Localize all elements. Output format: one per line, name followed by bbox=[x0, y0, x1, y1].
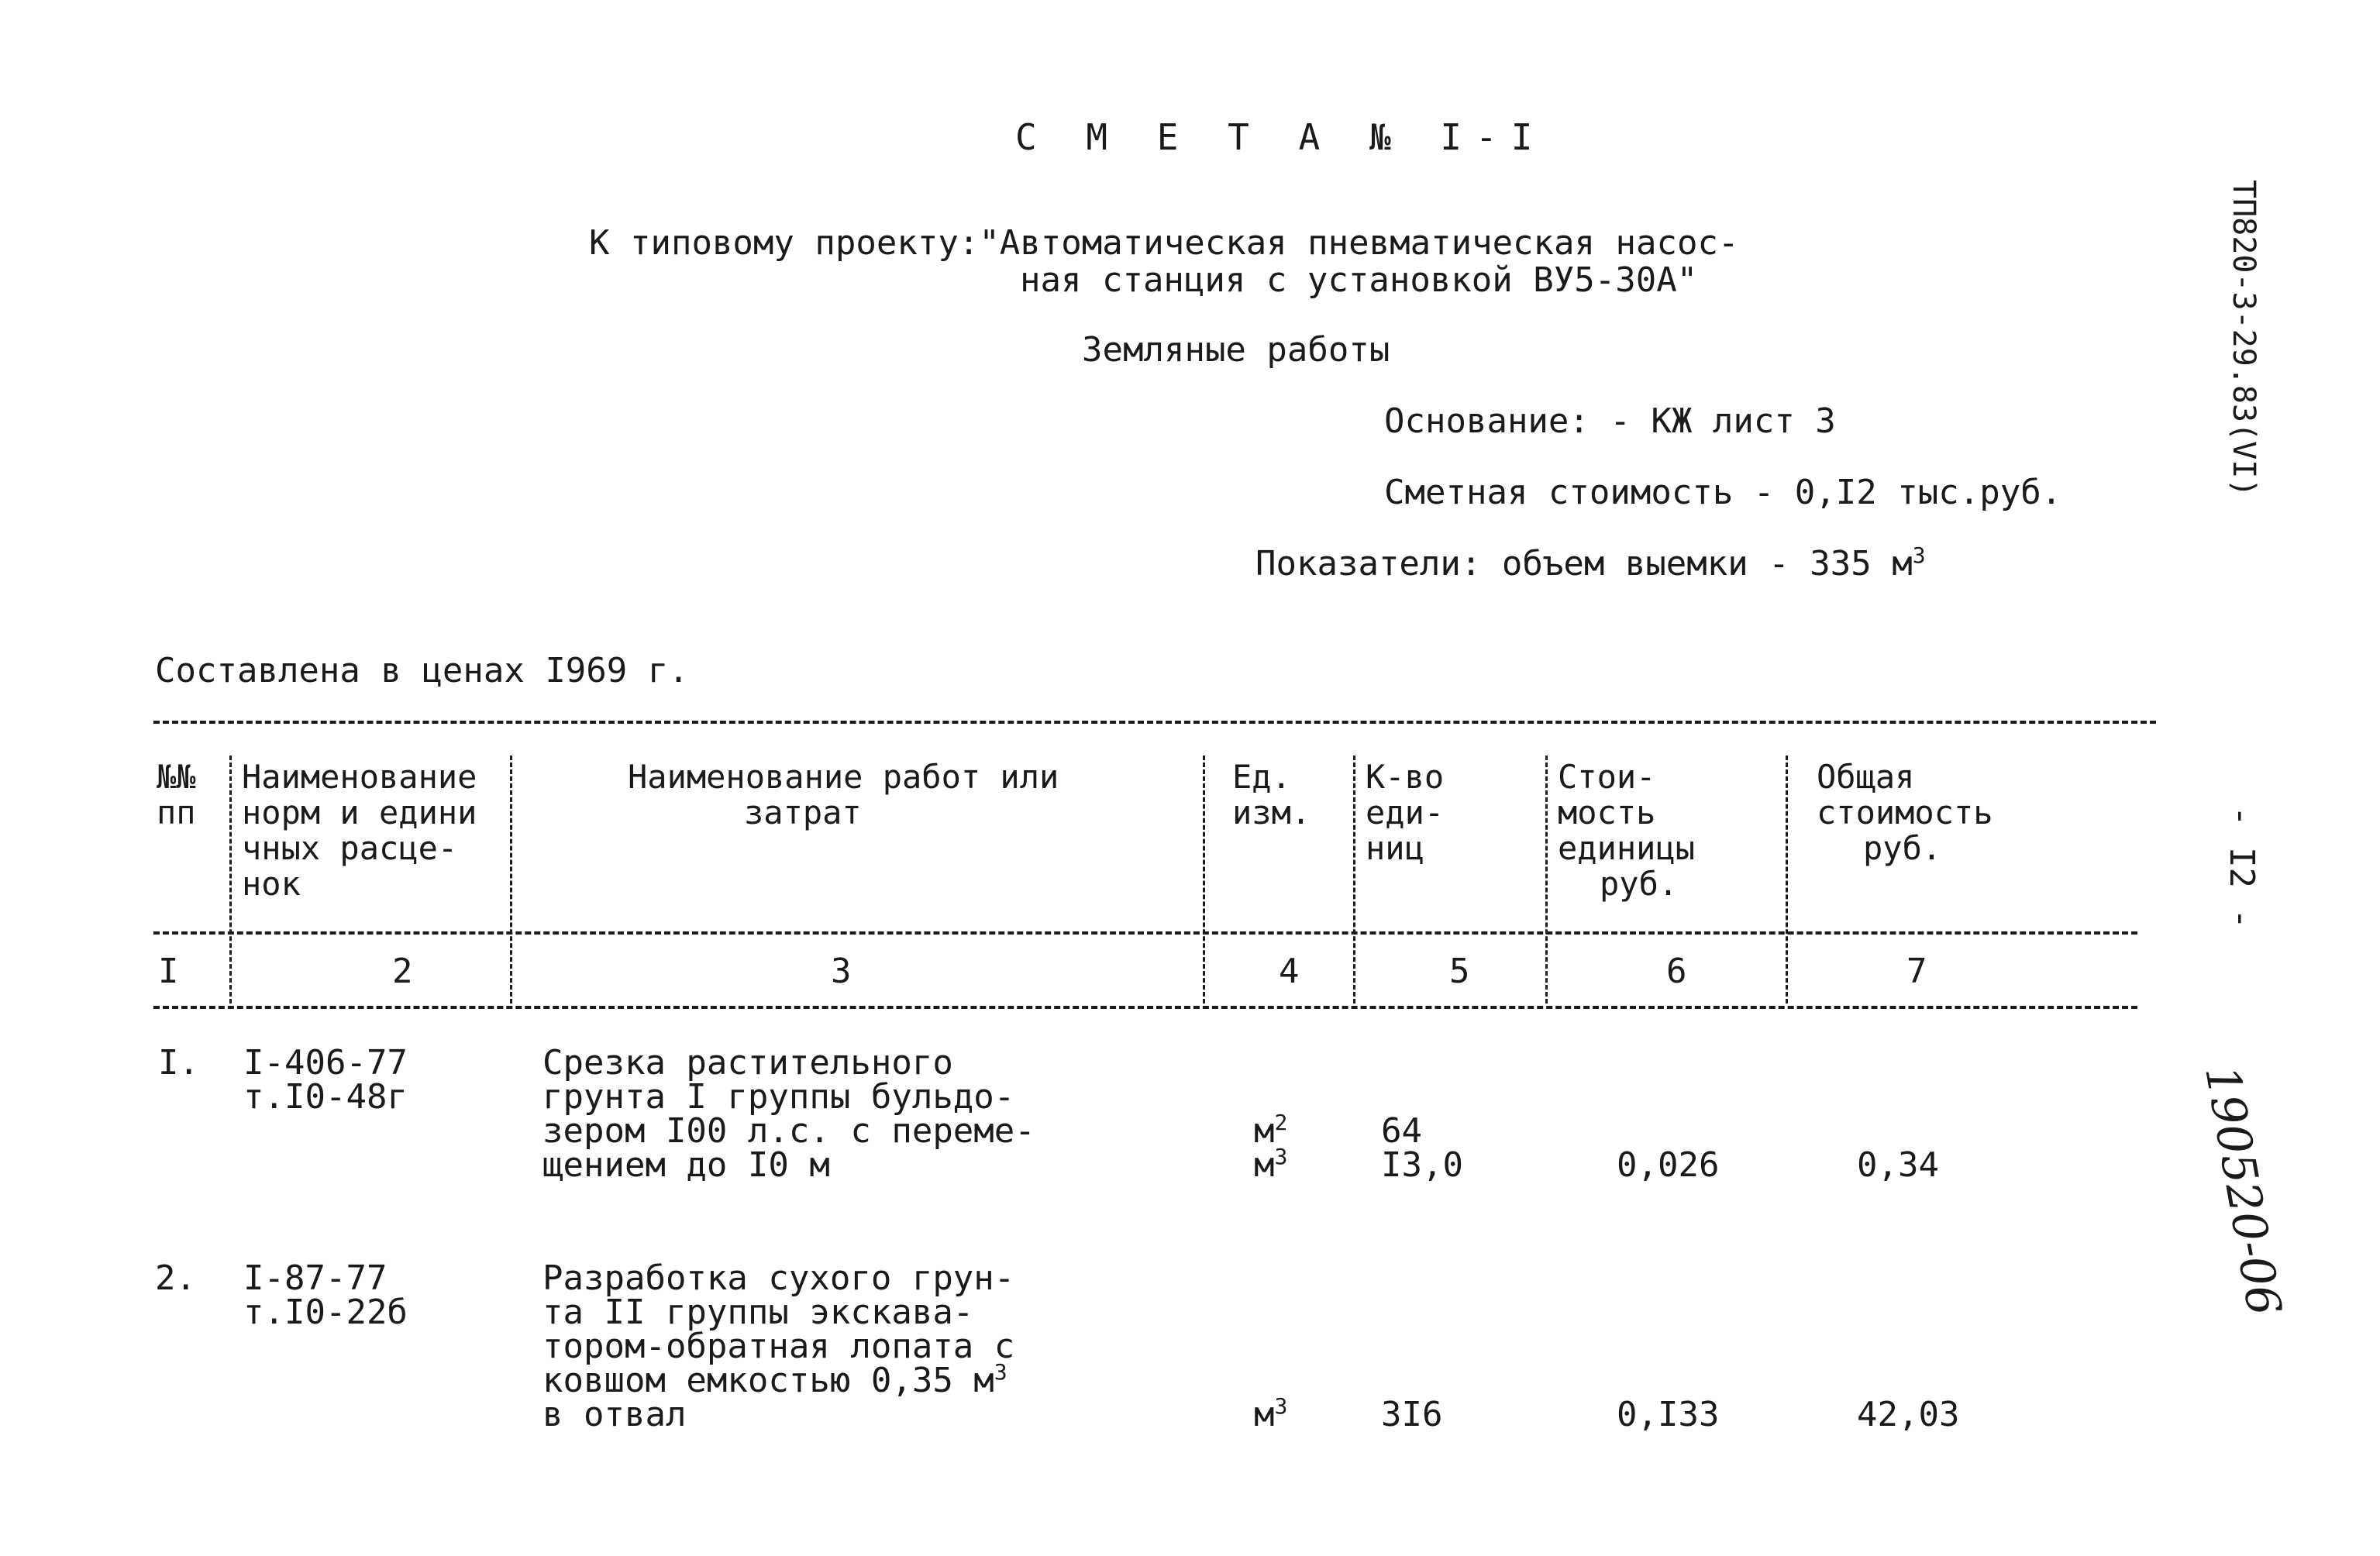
row-1-units bbox=[1254, 1110, 1288, 1185]
header-col-2 bbox=[242, 759, 477, 902]
header-col-6-line: Стои- bbox=[1558, 758, 1656, 796]
row-1-work bbox=[542, 1043, 1035, 1185]
row-1-unit-2-sup: 3 bbox=[1274, 1144, 1288, 1169]
row-2-unit-1-base: м bbox=[1254, 1395, 1275, 1434]
header-col-2-line: Наименование bbox=[242, 758, 477, 796]
page-number-vertical: - I2 - bbox=[2222, 806, 2261, 929]
row-1-work-line: Срезка растительного bbox=[542, 1043, 953, 1083]
header-col-1-line: пп bbox=[157, 793, 196, 831]
row-2-work-text: ковшом емкостью 0,35 м bbox=[542, 1361, 994, 1400]
row-1-unit-2-base: м bbox=[1254, 1145, 1275, 1185]
header-col-7 bbox=[1817, 759, 1993, 866]
row-2-unit-1 bbox=[1254, 1393, 1288, 1434]
header-col-1 bbox=[157, 759, 196, 831]
table-colnum-line bbox=[153, 1006, 2137, 1009]
row-2-qty: 3I6 bbox=[1381, 1395, 1443, 1434]
header-col-2-line: норм и едини bbox=[242, 793, 477, 831]
col-divider-4 bbox=[1353, 756, 1355, 1003]
row-2-work-sup: 3 bbox=[994, 1359, 1007, 1385]
row-2-work-line: та II группы экскава- bbox=[542, 1293, 974, 1332]
header-col-6 bbox=[1558, 759, 1695, 902]
row-1-work-line: зером I00 л.с. с переме- bbox=[542, 1111, 1035, 1151]
row-1-qty-line: 64 bbox=[1381, 1111, 1422, 1151]
prices-year-line: Составлена в ценах I969 г. bbox=[155, 651, 689, 690]
header-col-7-line: стоимость bbox=[1817, 793, 1993, 831]
colnum-2: 2 bbox=[392, 952, 413, 991]
row-1-work-line: грунта I группы бульдо- bbox=[542, 1077, 1015, 1117]
handwritten-number: 190520-06 bbox=[2194, 1062, 2292, 1320]
row-1-unit-cost: 0,026 bbox=[1617, 1145, 1720, 1185]
row-1-qty bbox=[1381, 1111, 1463, 1185]
header-col-6-line: руб. bbox=[1600, 865, 1679, 903]
col-divider-2 bbox=[510, 756, 512, 1003]
header-col-3 bbox=[628, 759, 1059, 831]
table-header-line bbox=[153, 931, 2137, 935]
colnum-4: 4 bbox=[1279, 952, 1300, 991]
row-1-work-line: щением до I0 м bbox=[542, 1145, 830, 1185]
basis-line: Основание: - КЖ лист 3 bbox=[1384, 401, 1836, 441]
row-1-norm bbox=[243, 1043, 408, 1117]
colnum-7: 7 bbox=[1906, 952, 1927, 991]
row-1-total: 0,34 bbox=[1857, 1145, 1939, 1185]
indicators-superscript: 3 bbox=[1912, 542, 1926, 568]
row-2-norm-line: т.I0-22б bbox=[243, 1293, 408, 1332]
row-1-unit-1-base: м bbox=[1254, 1111, 1275, 1151]
header-col-5-line: еди- bbox=[1366, 793, 1445, 831]
header-col-1-line: №№ bbox=[157, 758, 196, 796]
header-col-6-line: единицы bbox=[1558, 829, 1696, 867]
header-col-7-line: руб. bbox=[1863, 829, 1942, 867]
row-2-unit-1-sup: 3 bbox=[1274, 1393, 1288, 1419]
row-2-work bbox=[542, 1258, 1015, 1434]
col-divider-1 bbox=[229, 756, 232, 1003]
header-col-5-line: К-во bbox=[1366, 758, 1445, 796]
header-col-5 bbox=[1366, 759, 1444, 866]
header-col-4 bbox=[1232, 759, 1311, 831]
row-2-work-line: Разработка сухого грун- bbox=[542, 1258, 1015, 1298]
project-line-1: К типовому проекту:"Автоматическая пневматическая насос- bbox=[589, 223, 1739, 263]
row-1-qty-line: I3,0 bbox=[1381, 1145, 1463, 1185]
header-col-3-line: Наименование работ или bbox=[628, 758, 1059, 796]
colnum-6: 6 bbox=[1666, 952, 1687, 991]
col-divider-6 bbox=[1786, 756, 1788, 1003]
header-col-3-line: затрат bbox=[744, 793, 862, 831]
row-1-unit-2 bbox=[1254, 1144, 1288, 1185]
row-2-norm bbox=[243, 1258, 408, 1332]
document-title: С М Е Т А № I-I bbox=[1015, 116, 1547, 158]
row-2-number: 2. bbox=[155, 1258, 196, 1298]
header-col-2-line: нок bbox=[242, 865, 301, 903]
row-2-work-line bbox=[542, 1359, 1014, 1400]
colnum-3: 3 bbox=[831, 952, 852, 991]
header-col-6-line: мость bbox=[1558, 793, 1656, 831]
header-col-5-line: ниц bbox=[1366, 829, 1424, 867]
row-2-total: 42,03 bbox=[1857, 1395, 1960, 1434]
header-col-7-line: Общая bbox=[1817, 758, 1915, 796]
doc-code-vertical: ТП820-3-29.83(VI) bbox=[2226, 180, 2261, 497]
col-divider-3 bbox=[1203, 756, 1205, 1003]
colnum-5: 5 bbox=[1449, 952, 1470, 991]
cost-line: Сметная стоимость - 0,I2 тыс.руб. bbox=[1384, 473, 2062, 512]
section-subtitle: Земляные работы bbox=[1082, 330, 1390, 370]
header-col-2-line: чных расце- bbox=[242, 829, 458, 867]
project-line-2: ная станция с установкой ВУ5-30А" bbox=[1020, 260, 1698, 300]
table-top-line bbox=[153, 721, 2156, 724]
row-1-norm-line: т.I0-48г bbox=[243, 1077, 408, 1117]
row-1-unit-1-sup: 2 bbox=[1274, 1110, 1288, 1135]
row-2-work-line: тором-обратная лопата с bbox=[542, 1327, 1015, 1366]
col-divider-5 bbox=[1545, 756, 1548, 1003]
indicators-text: Показатели: объем выемки - 335 м bbox=[1255, 544, 1913, 584]
row-2-units bbox=[1254, 1393, 1288, 1434]
header-col-4-line: Ед. bbox=[1232, 758, 1291, 796]
row-1-norm-line: I-406-77 bbox=[243, 1043, 408, 1083]
colnum-1: I bbox=[158, 952, 179, 991]
row-2-work-line: в отвал bbox=[542, 1395, 687, 1434]
header-col-4-line: изм. bbox=[1232, 793, 1311, 831]
row-1-number: I. bbox=[158, 1043, 199, 1083]
row-2-unit-cost: 0,I33 bbox=[1617, 1395, 1720, 1434]
row-2-norm-line: I-87-77 bbox=[243, 1258, 387, 1298]
indicators-line bbox=[1255, 542, 1926, 584]
